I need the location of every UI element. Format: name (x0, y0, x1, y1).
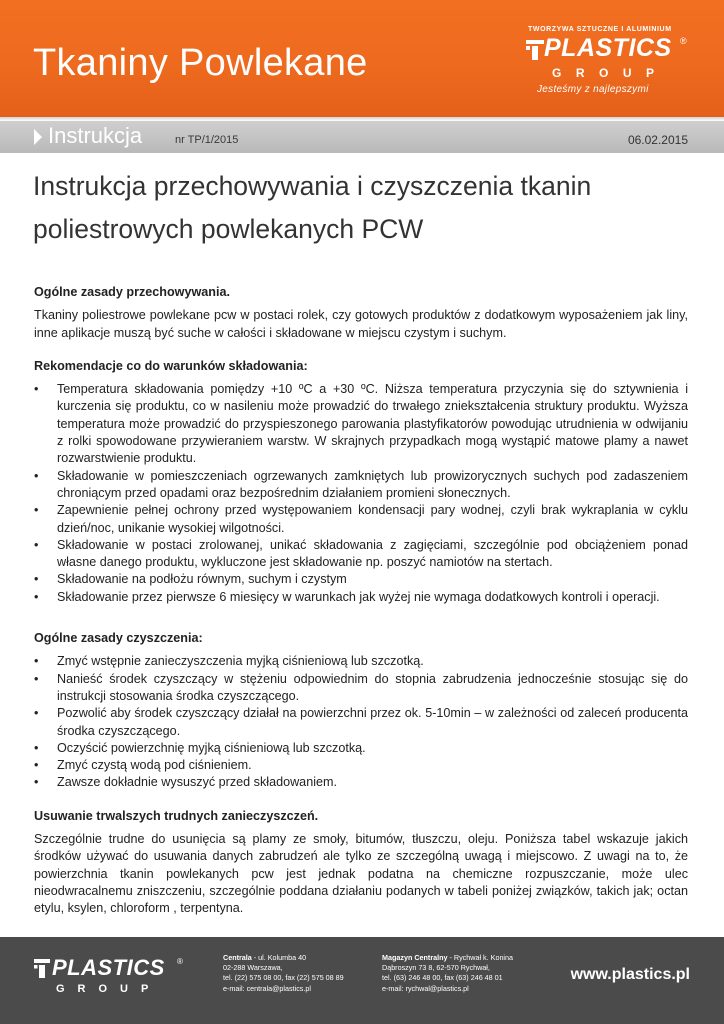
list-item: • Zmyć czystą wodą pod ciśnieniem. (34, 757, 688, 774)
list-item: • Nanieść środek czyszczący w stężeniu odpowiednim do stopnia zabrudzenia jednocześnie stosując się do instrukcji stosowania środka czyszczącego. (34, 671, 688, 706)
list-item: • Zapewnienie pełnej ochrony przed występowaniem kondensacji pary wodnej, czyli brak wykraplania w cyklu dzień/noc, unikanie wysokiej wilgotności. (34, 502, 688, 537)
section-heading: Usuwanie trwalszych trudnych zanieczyszczeń. (34, 808, 319, 823)
list-item: • Zawsze dokładnie wysuszyć przed składowaniem. (34, 774, 688, 791)
warehouse-email[interactable]: e-mail: rychwal@plastics.pl (382, 983, 469, 993)
footer-logo[interactable] (34, 953, 194, 1013)
warehouse-phone: tel. (63) 246 48 00, fax (63) 246 48 01 (382, 973, 503, 983)
section-storage-recommendations (34, 358, 688, 606)
play-arrow-icon (34, 129, 42, 145)
instruction-number: nr TP/1/2015 (175, 134, 239, 146)
logo-t-mark-icon (526, 38, 544, 60)
instruction-date: 06.02.2015 (627, 133, 688, 147)
logo-registered-mark: ® (680, 36, 687, 46)
logo-tagline-top: TWORZYWA SZTUCZNE I ALUMINIUM (528, 26, 672, 33)
section-paragraph: Tkaniny poliestrowe powlekane pcw w postaci rolek, czy gotowych produktów z dodatkowym wyposażeniem jak liny, inne aplikacje muszą być suche w całości i składowane w miejscu czystym i suchym. (34, 308, 688, 340)
central-label: Centrala (223, 953, 252, 962)
list-item: • Składowanie na podłożu równym, suchym i czystym (34, 571, 688, 588)
section-paragraph: Szczególnie trudne do usunięcia są plamy ze smoły, bitumów, tłuszczu, oleju. Poniższa tabel wskazuje jakich środków używać do usuwania danych zabrudzeń ale tylko ze szczególną uwagą i miejscowo. Z uwagi na to, że powierzchnia tkanin powlekanych pcw jest jednak podatna na chemiczne rozpuszczanie, może ulec nieodwracalnemu zniszczeniu, szczególnie poddana działaniu podanych w tabeli poniżej związków, takich jak; octan etylu, ksylen, chloroform , terpentyna. (34, 832, 688, 916)
logo-wordmark: PLASTICS (544, 34, 672, 62)
logo-group-text: GROUP (552, 66, 669, 80)
section-heading: Rekomendacje co do warunków składowania: (34, 358, 308, 373)
document-title: Instrukcja przechowywania i czyszczenia tkanin poliestrowych powlekanych PCW (33, 171, 592, 244)
warehouse-label: Magazyn Centralny (382, 953, 448, 962)
footer-logo-wordmark: PLASTICS (52, 955, 165, 980)
logo-slogan: Jesteśmy z najlepszymi (537, 84, 649, 95)
central-email[interactable]: e-mail: centrala@plastics.pl (223, 983, 311, 993)
warehouse-location: - Rychwał k. Konina (447, 953, 514, 962)
footer-logo-group-text: GROUP (56, 983, 162, 995)
central-phone: tel. (22) 575 08 00, fax (22) 575 08 89 (223, 973, 344, 983)
footer (0, 937, 724, 1024)
plastics-group-logo[interactable] (522, 26, 692, 98)
central-city: 02-288 Warszawa, (223, 963, 283, 973)
section-cleaning-general (34, 630, 688, 792)
central-street: - ul. Kolumba 40 (251, 953, 307, 962)
list-item: • Składowanie w pomieszczeniach ogrzewanych zamkniętych lub prowizorycznych suchych pod zadaszeniem chroniącym przed opadami oraz bezpośrednim działaniem promieni słonecznych. (34, 468, 688, 503)
section-heading: Ogólne zasady czyszczenia: (34, 631, 203, 646)
bullet-list (34, 653, 688, 791)
section-heading: Ogólne zasady przechowywania. (34, 285, 230, 299)
list-item: • Składowanie w postaci zrolowanej, unikać składowania z zagięciami, szczególnie pod obciążeniem ponad własne danego produktu, wykluczone jest składowanie np. poszyć namiotów na stertach. (34, 537, 688, 572)
footer-logo-t-mark-icon (34, 958, 50, 978)
website-link[interactable]: www.plastics.pl (570, 966, 690, 983)
footer-central-address (223, 953, 344, 994)
list-item: • Zmyć wstępnie zanieczyszczenia myjką ciśnieniową lub szczotką. (34, 653, 688, 670)
header-banner (0, 0, 724, 117)
list-item: • Oczyścić powierzchnię myjką ciśnieniową lub szczotką. (34, 740, 688, 757)
warehouse-street: Dąbroszyn 73 8, 62-570 Rychwał, (382, 963, 490, 973)
footer-logo-registered-mark: ® (177, 957, 183, 966)
footer-warehouse-address (382, 953, 513, 994)
instruction-label: Instrukcja (48, 123, 143, 148)
list-item: • Pozwolić aby środek czyszczący działał na powierzchni przez ok. 5-10min – w zależności od zaleceń producenta środka czyszczącego. (34, 705, 688, 740)
section-storage-general (34, 284, 688, 342)
section-stain-removal (34, 808, 688, 918)
page-title: Tkaniny Powlekane (33, 42, 368, 84)
instruction-bar (0, 121, 724, 153)
list-item: • Temperatura składowania pomiędzy +10 ºC a +30 ºC. Niższa temperatura przyczynia się do sztywnienia i kurczenia się produktu, co w nasileniu może prowadzić do trwałego zniekształcenia struktury produktu. Wyższa temperatura może prowadzić do przyspieszonego parowania plastyfikatorów powodując utrudnienia w odwijaniu z rolki spowodowane przywieraniem warstw. W skrajnych przypadkach mogą wystąpić matowe plamy a nawet rozwarstwienie produktu. (34, 381, 688, 467)
list-item: • Składowanie przez pierwsze 6 miesięcy w warunkach jak wyżej nie wymaga dodatkowych kontroli i operacji. (34, 589, 688, 606)
bullet-list (34, 381, 688, 606)
document-body (34, 284, 688, 918)
